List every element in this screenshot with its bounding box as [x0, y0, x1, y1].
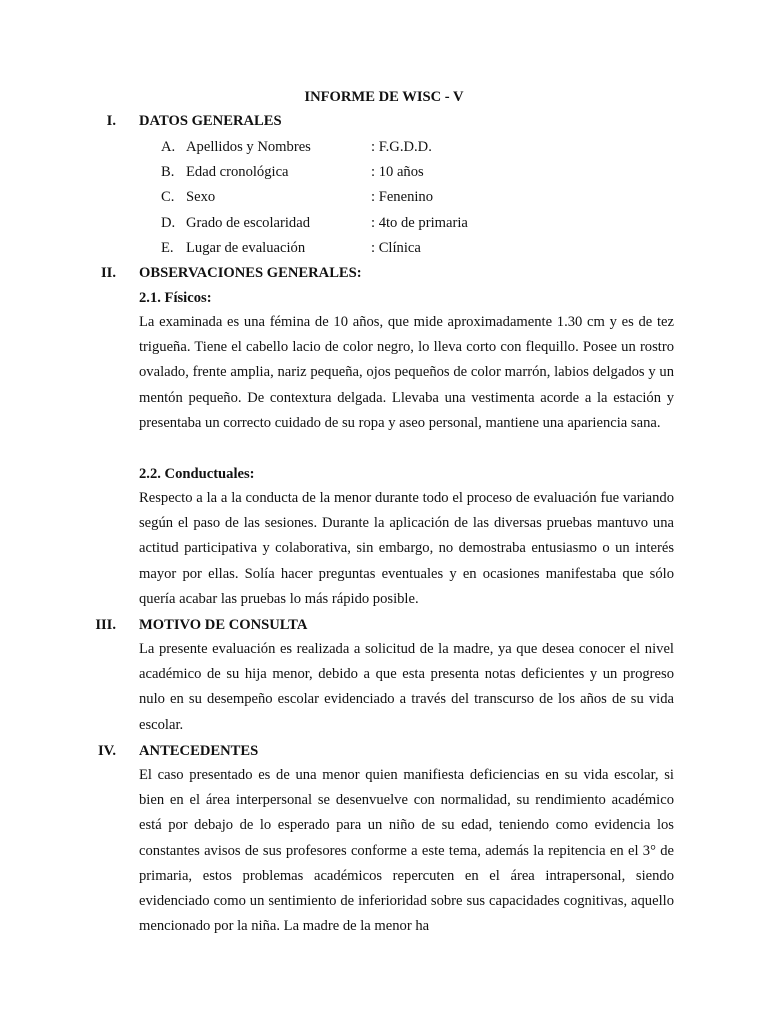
section-number: III. — [95, 617, 116, 633]
section-title: OBSERVACIONES GENERALES: — [139, 265, 362, 281]
row-label: Edad cronológica — [186, 164, 289, 181]
data-row-lugar — [0, 239, 768, 264]
section-title: MOTIVO DE CONSULTA — [139, 617, 308, 633]
row-letter: E. — [161, 239, 174, 256]
paragraph-fisicos: La examinada es una fémina de 10 años, que mide aproximadamente 1.30 cm y es de tez trigueña. Tiene el cabello lacio de color negro, lo lleva corto con flequillo. Posee un rostro ovalado, frente amplia, nariz pequeña, ojos pequeños de color marrón, labios delgados y un mentón pequeño. De contextura delgada. Llevaba una vestimenta acorde a la estación y presentaba un correcto cuidado de su ropa y aseo personal, mantiene una apariencia sana. — [139, 314, 674, 431]
data-row-grado — [0, 214, 768, 239]
subheading-conductuales: 2.2. Conductuales: — [139, 466, 255, 482]
document-title: INFORME DE WISC - V — [304, 89, 464, 105]
section-title: ANTECEDENTES — [139, 743, 259, 759]
row-value: : 10 años — [371, 164, 424, 181]
data-row-nombres — [0, 138, 768, 163]
row-label: Grado de escolaridad — [186, 214, 310, 231]
subheading-fisicos: 2.1. Físicos: — [139, 290, 212, 306]
row-label: Lugar de evaluación — [186, 239, 306, 256]
row-letter: A. — [161, 139, 176, 155]
section-title: DATOS GENERALES — [139, 113, 282, 129]
row-value: : Clínica — [371, 239, 421, 256]
section-number: IV. — [98, 743, 116, 759]
row-letter: B. — [161, 164, 175, 181]
paragraph-conductuales: Respecto a la a la conducta de la menor durante todo el proceso de evaluación fue variando según el paso de las sesiones. Durante la aplicación de las diversas pruebas mantuvo una actitud participativa y colaborativa, sin embargo, no demostraba entusiasmo o un interés mayor por ellas. Solía hacer preguntas eventuales y en ocasiones manifestaba que sólo quería acabar las pruebas lo más rápido posible. — [139, 490, 674, 607]
row-letter: C. — [161, 189, 175, 206]
section-number: II. — [100, 265, 116, 281]
row-value: : F.G.D.D. — [371, 139, 432, 155]
row-value: : 4to de primaria — [371, 214, 468, 231]
row-label: Sexo — [186, 189, 216, 206]
row-label: Apellidos y Nombres — [186, 139, 311, 155]
general-data-list — [0, 138, 768, 264]
row-letter: D. — [161, 214, 176, 231]
data-row-sexo — [0, 188, 768, 213]
paragraph-motivo: La presente evaluación es realizada a solicitud de la madre, ya que desea conocer el nivel académico de su hija menor, debido a que esta presenta notas deficientes y un progreso nulo en su desempeño escolar evidenciado a través del transcurso de los años de su vida escolar. — [139, 641, 674, 733]
paragraph-antecedentes: El caso presentado es de una menor quien manifiesta deficiencias en su vida escolar, si bien en el área interpersonal se desenvuelve con normalidad, su rendimiento académico está por debajo de lo esperado para un niño de su edad, teniendo como evidencia los constantes avisos de sus profesores conforme a este tema, además la repitencia en el 3° de primaria, estos problemas académicos repercuten en el área intrapersonal, siendo evidenciado como un sentimiento de inferioridad sobre sus capacidades cognitivas, aquello mencionado por la niña. La madre de la menor ha — [139, 767, 674, 935]
data-row-edad — [0, 163, 768, 188]
section-number: I. — [106, 113, 116, 129]
row-value: : Fenenino — [371, 189, 434, 206]
